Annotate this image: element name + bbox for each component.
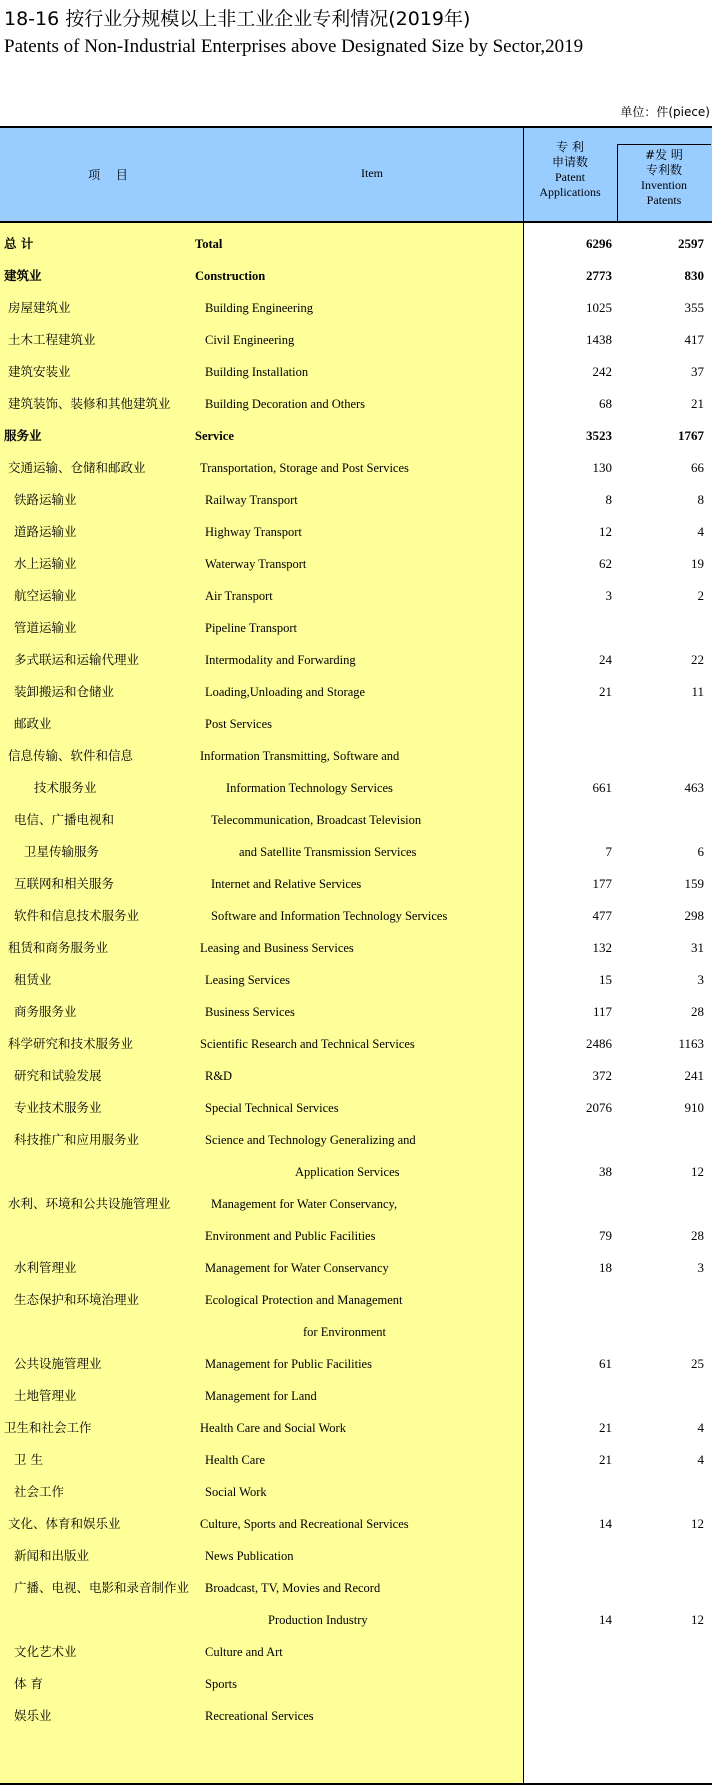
row-item-chinese: 道路运输业 [14, 524, 77, 539]
row-invention-patents: 3 [697, 972, 704, 987]
table-row [0, 1700, 712, 1732]
row-item-english: Civil Engineering [205, 333, 295, 347]
bottom-rule [0, 1783, 712, 1785]
row-item-english: Management for Water Conservancy, [211, 1197, 398, 1211]
table-row [0, 1444, 712, 1476]
row-patent-applications: 1438 [586, 332, 612, 347]
row-patent-applications: 61 [599, 1356, 612, 1371]
header-item-english: Item [361, 166, 383, 180]
row-invention-patents: 22 [691, 652, 704, 667]
table-row [0, 452, 712, 484]
row-invention-patents: 1163 [678, 1036, 704, 1051]
row-patent-applications: 21 [599, 1452, 612, 1467]
row-item-english: Pipeline Transport [205, 621, 298, 635]
table-row [0, 772, 712, 804]
row-item-chinese: 交通运输、仓储和邮政业 [8, 460, 146, 475]
row-invention-patents: 31 [691, 940, 704, 955]
row-patent-applications: 3523 [586, 428, 612, 443]
table-row [0, 260, 712, 292]
row-invention-patents: 2597 [678, 236, 704, 251]
table-row [0, 1156, 712, 1188]
table-title-chinese: 18-16 按行业分规模以上非工业企业专利情况(2019年) [4, 8, 471, 30]
row-item-english: Social Work [205, 1485, 267, 1499]
row-patent-applications: 62 [599, 556, 612, 571]
row-item-chinese: 科技推广和应用服务业 [14, 1132, 140, 1147]
header-invention-en-line1: Invention [641, 178, 687, 192]
row-item-english: Leasing Services [205, 973, 291, 987]
row-item-chinese: 航空运输业 [14, 588, 77, 603]
row-item-chinese: 水上运输业 [14, 556, 77, 571]
table-row [0, 1572, 712, 1604]
row-invention-patents: 463 [684, 780, 704, 795]
data-table [0, 126, 712, 1785]
table-row [0, 1284, 712, 1316]
row-patent-applications: 177 [592, 876, 612, 891]
table-row [0, 1316, 712, 1348]
row-item-chinese: 管道运输业 [14, 620, 77, 635]
row-patent-applications: 24 [599, 652, 612, 667]
row-item-chinese: 文化艺术业 [14, 1644, 77, 1659]
row-invention-patents: 12 [691, 1164, 704, 1179]
table-row [0, 580, 712, 612]
table-row [0, 1252, 712, 1284]
table-row [0, 1540, 712, 1572]
row-patent-applications: 2076 [586, 1100, 612, 1115]
row-item-chinese: 租赁和商务服务业 [8, 940, 109, 955]
row-patent-applications: 12 [599, 524, 612, 539]
row-item-english: Information Technology Services [226, 781, 393, 795]
row-item-chinese: 新闻和出版业 [14, 1548, 90, 1563]
table-body [0, 228, 712, 1732]
row-patent-applications: 477 [592, 908, 612, 923]
row-patent-applications: 7 [605, 844, 612, 859]
header-invention-cn-line2: 专利数 [645, 163, 682, 177]
row-invention-patents: 25 [691, 1356, 704, 1371]
row-item-chinese: 文化、体育和娱乐业 [8, 1516, 121, 1531]
row-item-chinese: 水利管理业 [14, 1260, 77, 1275]
top-rule [0, 126, 712, 128]
row-item-english: Air Transport [205, 589, 273, 603]
header-invention-en-line2: Patents [646, 193, 682, 207]
row-item-chinese: 卫 生 [14, 1452, 43, 1467]
table-row [0, 644, 712, 676]
row-item-chinese: 土木工程建筑业 [8, 332, 96, 347]
row-item-chinese: 信息传输、软件和信息 [8, 748, 134, 763]
header-patent-en-line2: Applications [539, 185, 601, 199]
row-item-english: Health Care and Social Work [200, 1421, 346, 1435]
table-row [0, 420, 712, 452]
header-patent-en-line1: Patent [555, 170, 585, 184]
row-invention-patents: 2 [697, 588, 704, 603]
row-invention-patents: 12 [691, 1516, 704, 1531]
row-item-english: Special Technical Services [205, 1101, 339, 1115]
row-invention-patents: 19 [691, 556, 704, 571]
row-invention-patents: 4 [697, 1420, 704, 1435]
row-item-chinese: 邮政业 [14, 716, 52, 731]
row-patent-applications: 2486 [586, 1036, 612, 1051]
table-row [0, 1220, 712, 1252]
row-item-english: Service [195, 429, 234, 443]
row-item-english: Information Transmitting, Software and [200, 749, 400, 763]
row-item-chinese: 建筑安装业 [8, 364, 71, 379]
row-invention-patents: 12 [691, 1612, 704, 1627]
table-row [0, 740, 712, 772]
row-invention-patents: 21 [691, 396, 704, 411]
row-item-english: Business Services [205, 1005, 295, 1019]
table-row [0, 516, 712, 548]
row-item-chinese: 房屋建筑业 [8, 300, 71, 315]
row-invention-patents: 66 [691, 460, 704, 475]
row-item-english: Health Care [205, 1453, 266, 1467]
table-row [0, 804, 712, 836]
header-invention-patents [618, 148, 710, 208]
row-item-chinese: 总 计 [4, 236, 34, 251]
row-patent-applications: 130 [592, 460, 612, 475]
row-item-chinese: 多式联运和运输代理业 [14, 652, 140, 667]
row-item-chinese: 娱乐业 [14, 1708, 52, 1723]
row-patent-applications: 18 [599, 1260, 612, 1275]
row-item-chinese: 卫生和社会工作 [4, 1420, 92, 1435]
row-item-chinese: 公共设施管理业 [14, 1356, 102, 1371]
row-item-chinese: 租赁业 [14, 972, 52, 987]
table-row [0, 1124, 712, 1156]
row-item-chinese: 水利、环境和公共设施管理业 [8, 1196, 171, 1211]
row-invention-patents: 355 [684, 300, 704, 315]
row-item-english: and Satellite Transmission Services [239, 845, 417, 859]
row-patent-applications: 21 [599, 1420, 612, 1435]
row-invention-patents: 6 [697, 844, 704, 859]
row-item-english: Building Engineering [205, 301, 313, 315]
row-item-english: Ecological Protection and Management [205, 1293, 403, 1307]
row-item-english: Environment and Public Facilities [205, 1229, 376, 1243]
row-item-chinese: 商务服务业 [14, 1004, 77, 1019]
table-row [0, 1380, 712, 1412]
header-invention-cn-line1: #发 明 [645, 148, 683, 162]
row-invention-patents: 8 [697, 492, 704, 507]
row-item-chinese: 生态保护和环境治理业 [14, 1292, 140, 1307]
row-item-chinese: 广播、电视、电影和录音制作业 [14, 1580, 190, 1595]
row-item-english: Loading,Unloading and Storage [205, 685, 366, 699]
table-row [0, 1636, 712, 1668]
row-item-english: Application Services [295, 1165, 400, 1179]
table-row [0, 292, 712, 324]
row-patent-applications: 3 [605, 588, 612, 603]
row-patent-applications: 79 [599, 1228, 612, 1243]
row-invention-patents: 159 [684, 876, 704, 891]
table-row [0, 1412, 712, 1444]
row-item-english: Transportation, Storage and Post Services [200, 461, 409, 475]
row-patent-applications: 1025 [586, 300, 612, 315]
row-item-english: Management for Land [205, 1389, 317, 1403]
row-item-chinese: 科学研究和技术服务业 [8, 1036, 134, 1051]
table-row [0, 1188, 712, 1220]
row-item-chinese: 体 育 [14, 1676, 43, 1691]
row-item-chinese: 卫星传输服务 [24, 844, 100, 859]
row-patent-applications: 8 [605, 492, 612, 507]
row-invention-patents: 28 [691, 1228, 704, 1243]
table-row [0, 964, 712, 996]
row-invention-patents: 4 [697, 524, 704, 539]
row-invention-patents: 417 [684, 332, 704, 347]
row-patent-applications: 132 [592, 940, 612, 955]
row-item-english: Recreational Services [205, 1709, 314, 1723]
table-row [0, 708, 712, 740]
row-item-english: Science and Technology Generalizing and [205, 1133, 416, 1147]
row-item-english: Railway Transport [205, 493, 298, 507]
table-row [0, 1508, 712, 1540]
row-item-chinese: 社会工作 [14, 1484, 65, 1499]
table-row [0, 676, 712, 708]
table-row [0, 1092, 712, 1124]
table-row [0, 932, 712, 964]
table-row [0, 484, 712, 516]
row-item-english: Culture and Art [205, 1645, 283, 1659]
row-invention-patents: 28 [691, 1004, 704, 1019]
row-item-chinese: 建筑业 [4, 268, 42, 283]
table-row [0, 868, 712, 900]
row-item-chinese: 装卸搬运和仓储业 [14, 684, 115, 699]
row-item-chinese: 建筑装饰、装修和其他建筑业 [8, 396, 171, 411]
table-row [0, 900, 712, 932]
row-item-english: Construction [195, 269, 266, 283]
table-row [0, 388, 712, 420]
row-item-english: Total [195, 237, 223, 251]
row-item-english: News Publication [205, 1549, 294, 1563]
table-row [0, 548, 712, 580]
row-patent-applications: 14 [599, 1612, 612, 1627]
row-item-english: Software and Information Technology Services [211, 909, 448, 923]
row-patent-applications: 15 [599, 972, 612, 987]
row-invention-patents: 37 [691, 364, 704, 379]
table-row [0, 228, 712, 260]
row-invention-patents: 4 [697, 1452, 704, 1467]
row-patent-applications: 68 [599, 396, 612, 411]
row-item-english: Building Installation [205, 365, 309, 379]
row-invention-patents: 298 [684, 908, 704, 923]
table-row [0, 996, 712, 1028]
unit-note: 单位：件(piece) [620, 105, 710, 119]
row-item-chinese: 互联网和相关服务 [14, 876, 115, 891]
row-invention-patents: 910 [684, 1100, 704, 1115]
row-item-english: Management for Public Facilities [205, 1357, 372, 1371]
row-patent-applications: 6296 [586, 236, 612, 251]
row-patent-applications: 242 [592, 364, 612, 379]
row-item-chinese: 电信、广播电视和 [14, 812, 115, 827]
row-patent-applications: 14 [599, 1516, 612, 1531]
row-item-english: Internet and Relative Services [211, 877, 362, 891]
header-patent-cn-line1: 专 利 [556, 140, 584, 154]
header-rule [0, 221, 712, 223]
row-item-english: Intermodality and Forwarding [205, 653, 356, 667]
row-item-chinese: 软件和信息技术服务业 [14, 908, 140, 923]
row-item-english: Leasing and Business Services [200, 941, 354, 955]
table-row [0, 1060, 712, 1092]
table-row [0, 356, 712, 388]
row-item-chinese: 技术服务业 [34, 780, 97, 795]
table-row [0, 1348, 712, 1380]
table-row [0, 1028, 712, 1060]
row-item-english: for Environment [303, 1325, 386, 1339]
row-item-chinese: 服务业 [4, 428, 42, 443]
row-invention-patents: 3 [697, 1260, 704, 1275]
row-item-english: Building Decoration and Others [205, 397, 366, 411]
row-patent-applications: 117 [592, 1004, 612, 1019]
row-item-english: Production Industry [268, 1613, 368, 1627]
row-invention-patents: 1767 [678, 428, 704, 443]
row-item-english: Post Services [205, 717, 273, 731]
row-item-english: R&D [205, 1069, 233, 1083]
row-item-english: Management for Water Conservancy [205, 1261, 389, 1275]
table-row [0, 612, 712, 644]
row-item-english: Culture, Sports and Recreational Services [200, 1517, 409, 1531]
row-item-english: Scientific Research and Technical Services [200, 1037, 415, 1051]
row-item-english: Highway Transport [205, 525, 302, 539]
header-patent-applications [525, 140, 615, 200]
table-row [0, 1476, 712, 1508]
row-patent-applications: 661 [592, 780, 612, 795]
row-patent-applications: 372 [592, 1068, 612, 1083]
table-row [0, 324, 712, 356]
row-item-chinese: 铁路运输业 [14, 492, 77, 507]
table-row [0, 1604, 712, 1636]
row-item-english: Waterway Transport [205, 557, 307, 571]
header-patent-cn-line2: 申请数 [551, 155, 588, 169]
row-patent-applications: 21 [599, 684, 612, 699]
row-patent-applications: 38 [599, 1164, 612, 1179]
row-invention-patents: 830 [684, 268, 704, 283]
table-row [0, 1668, 712, 1700]
row-item-chinese: 专业技术服务业 [14, 1100, 102, 1115]
row-item-chinese: 研究和试验发展 [14, 1068, 102, 1083]
row-item-english: Telecommunication, Broadcast Television [211, 813, 422, 827]
row-item-english: Sports [205, 1677, 237, 1691]
row-invention-patents: 241 [684, 1068, 704, 1083]
row-item-english: Broadcast, TV, Movies and Record [205, 1581, 381, 1595]
table-title-english: Patents of Non-Industrial Enterprises above Designated Size by Sector,2019 [4, 36, 584, 57]
row-item-chinese: 土地管理业 [14, 1388, 77, 1403]
row-invention-patents: 11 [691, 684, 704, 699]
header-item-chinese: 项 目 [88, 168, 134, 182]
table-row [0, 836, 712, 868]
row-patent-applications: 2773 [586, 268, 612, 283]
